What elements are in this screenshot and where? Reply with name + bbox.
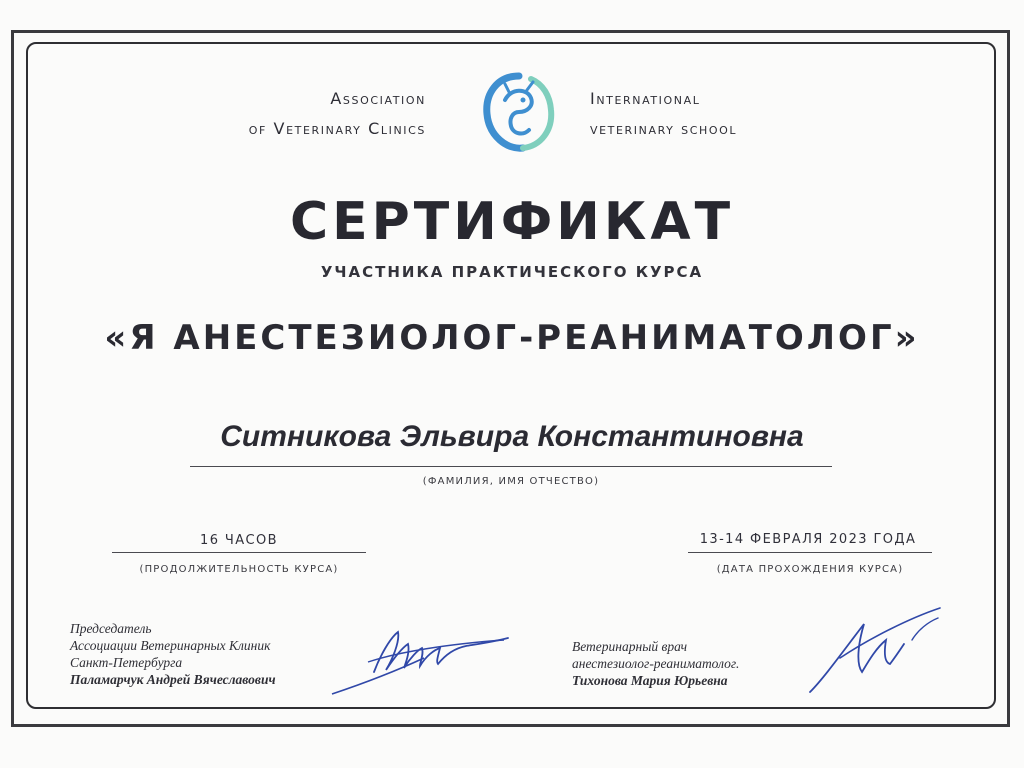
right-signatory-name: Тихонова Мария Юрьевна [572, 673, 728, 688]
right-signature-icon [800, 600, 946, 696]
left-signatory-name: Паламарчук Андрей Вячеславович [70, 672, 276, 687]
left-signatory-organization: Ассоциации Ветеринарных Клиник [70, 638, 271, 653]
left-signatory-position: Председатель [70, 621, 152, 636]
school-name [590, 84, 737, 144]
recipient-name: Ситникова Эльвира Константиновна [220, 420, 804, 453]
date-value: 13-14 ФЕВРАЛЯ 2023 ГОДА [699, 532, 917, 547]
association-line-2: of Veterinary Clinics [248, 119, 426, 138]
duration-value: 16 ЧАСОВ [200, 533, 278, 548]
right-signatory [572, 638, 739, 689]
course-name: «Я АНЕСТЕЗИОЛОГ-РЕАНИМАТОЛОГ» [104, 318, 920, 358]
veterinary-logo-icon [479, 70, 559, 154]
certificate-subtitle: УЧАСТНИКА ПРАКТИЧЕСКОГО КУРСА [320, 263, 704, 281]
school-line-1: International [590, 89, 701, 108]
association-name [249, 84, 426, 144]
duration-underline [112, 552, 366, 553]
right-signatory-specialty: анестезиолог-реаниматолог. [572, 656, 740, 671]
school-line-2: veterinary school [590, 119, 738, 138]
right-signatory-position: Ветеринарный врач [572, 639, 688, 654]
date-caption: (ДАТА ПРОХОЖДЕНИЯ КУРСА) [716, 564, 904, 575]
left-signatory-city: Санкт-Петербурга [70, 655, 183, 670]
left-signatory [70, 620, 276, 688]
duration-caption: (ПРОДОЛЖИТЕЛЬНОСТЬ КУРСА) [139, 564, 339, 575]
certificate-title: СЕРТИФИКАТ [289, 192, 735, 252]
recipient-underline [190, 466, 832, 467]
left-signature-icon [328, 622, 516, 698]
recipient-caption: (ФАМИЛИЯ, ИМЯ ОТЧЕСТВО) [422, 476, 600, 487]
date-underline [688, 552, 932, 553]
association-line-1: Association [330, 89, 426, 108]
